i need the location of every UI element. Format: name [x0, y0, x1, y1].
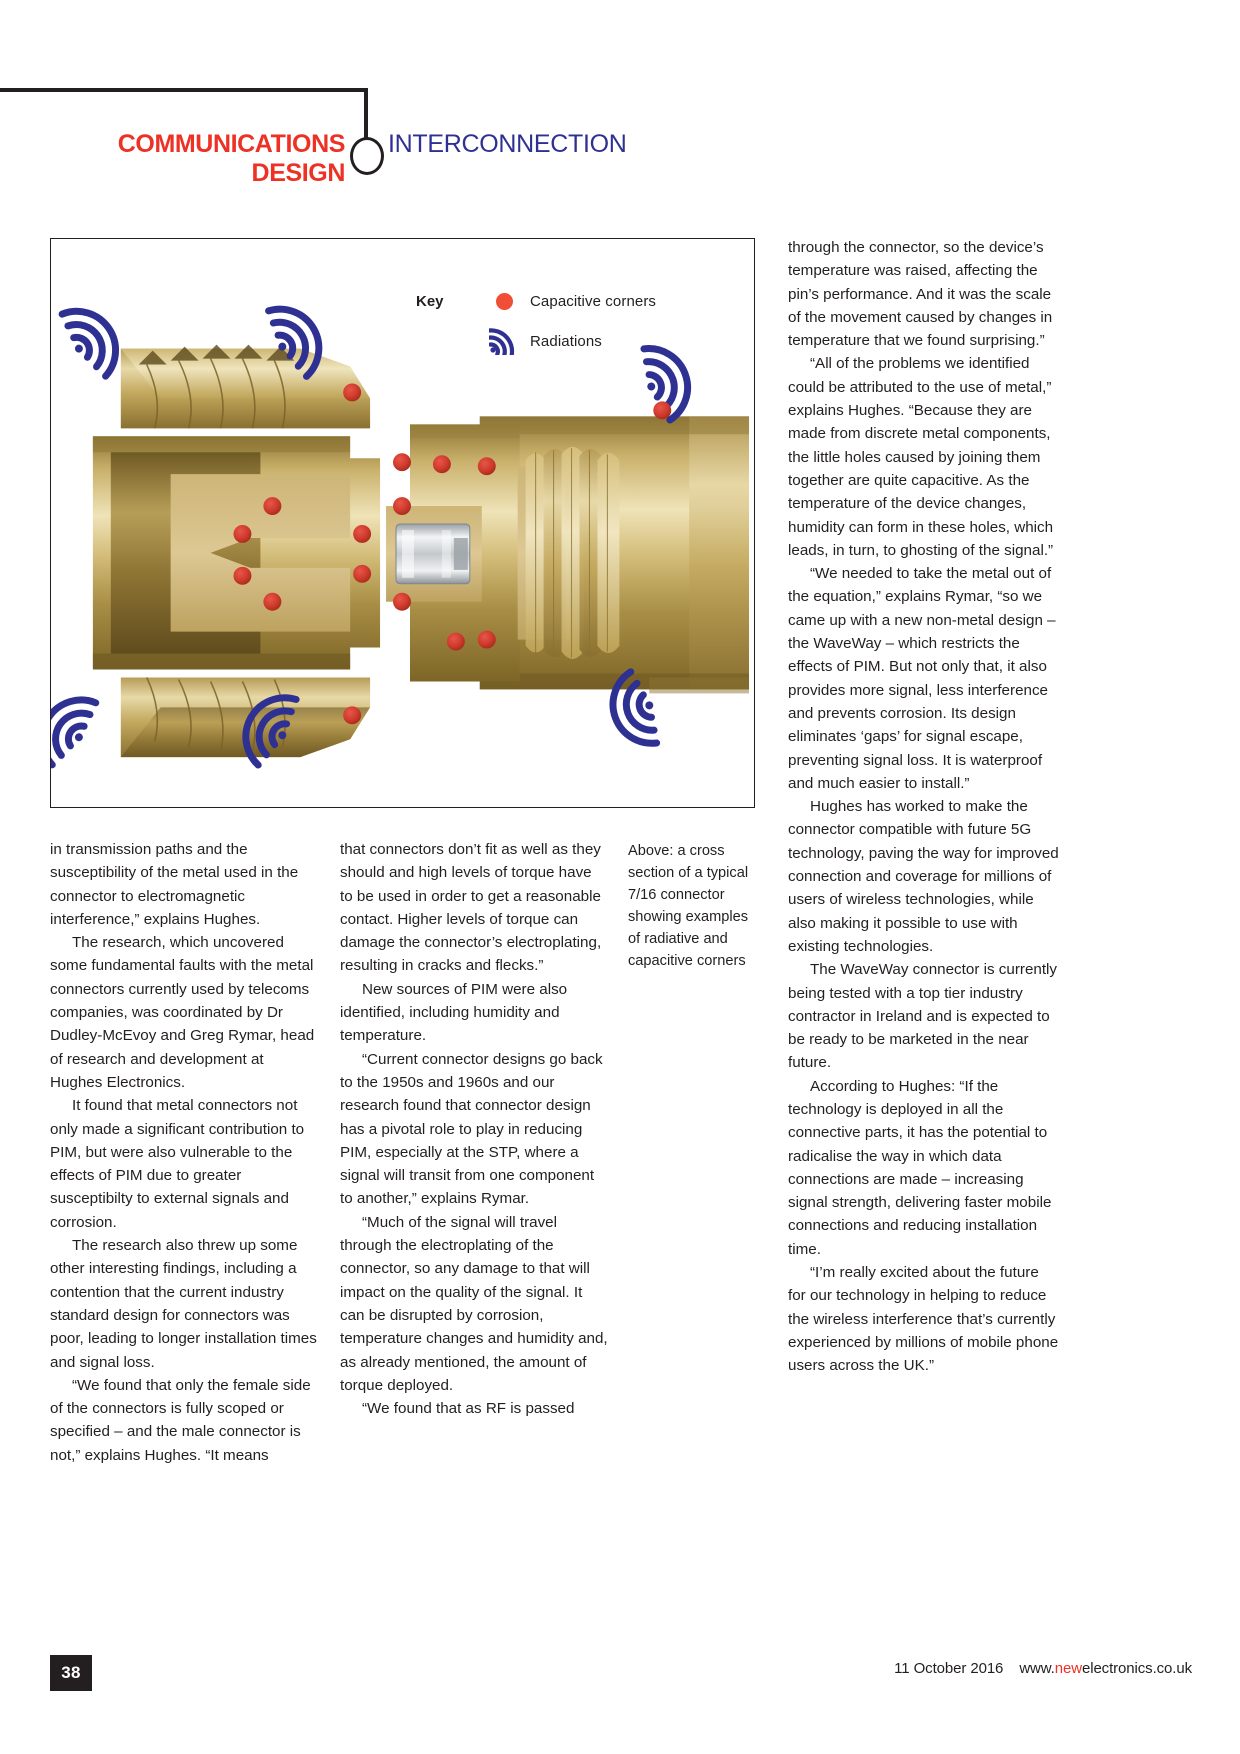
connector-left-flange [93, 436, 380, 669]
paragraph: that connectors don’t fit as well as they should and high levels of torque have to be used in order to get a reasonable contact. Higher levels of torque can damage the connector’s electroplating, resulting in cracks and flecks.” [340, 841, 602, 975]
paragraph: According to Hughes: “If the technology is deployed in all the connective parts, it has the potential to radicalise the way in which data connections are made – increasing signal strength, delivering faster mobile connections and reducing installation time. [788, 1077, 1052, 1258]
footer-meta [894, 1660, 1192, 1677]
legend-row-capacitive [416, 281, 716, 321]
article-column-right [788, 236, 1060, 1378]
legend-label-capacitive: Capacitive corners [530, 292, 657, 310]
article-column-middle [340, 838, 608, 1420]
figure-legend [416, 281, 716, 361]
figure-caption [628, 840, 756, 972]
paragraph: “I’m really excited about the future for our technology in helping to reduce the wireless interference that’s currently experienced by millions of mobile phone users across the UK.” [788, 1264, 1059, 1375]
url-suffix: electronics.co.uk [1081, 1660, 1192, 1677]
brand-line-2: DESIGN [251, 159, 345, 187]
radiation-waves-icon [478, 327, 530, 355]
website-url[interactable] [1019, 1660, 1192, 1677]
issue-date: 11 October 2016 [894, 1660, 1004, 1677]
section-label: INTERCONNECTION [388, 130, 627, 158]
paragraph: New sources of PIM were also identified, including humidity and temperature. [340, 980, 568, 1045]
legend-title: Key [416, 292, 444, 310]
paragraph: “All of the problems we identified could be attributed to the use of metal,” explains Hughes. “Because they are made from discrete metal components, the little holes caused by joining them together are quite capacitive. As the temperature of the device changes, humidity can form in these holes, which leads, in turn, to ghosting of the signal.” [788, 355, 1054, 559]
header-rule [0, 88, 368, 92]
paragraph: The research also threw up some other interesting findings, including a contention that the current industry standard design for connectors was poor, leading to longer installation times and signal loss. [50, 1237, 317, 1371]
legend-row-radiations [416, 321, 716, 361]
paragraph: “We needed to take the metal out of the equation,” explains Rymar, “so we came up with a new non-metal design – the WaveWay – which restricts the effects of PIM. But not only that, it also provides more signal, less interference and prevents corrosion. Its design eliminates ‘gaps’ for signal escape, preventing signal loss. It is waterproof and much easier to install.” [788, 565, 1056, 792]
url-prefix: www. [1019, 1660, 1055, 1677]
connector-top-cap [121, 345, 370, 429]
connector-figure [50, 238, 755, 808]
url-highlight: new [1054, 1660, 1082, 1677]
brand-title [0, 130, 345, 188]
paragraph: in transmission paths and the susceptibility of the metal used in the connector to electromagnetic interference,” explains Hughes. [50, 841, 299, 928]
caption-text: Above: a cross section of a typical 7/16 connector showing examples of radiative and capacitive corners [628, 843, 749, 969]
paragraph: “Current connector designs go back to the 1950s and 1960s and our research found that connector design has a pivotal role to play in reducing PIM, especially at the STP, where a signal will transit from one component to another,” explains Rymar. [340, 1050, 603, 1208]
article-column-left [50, 838, 318, 1467]
brand-line-1: COMMUNICATIONS [117, 130, 345, 158]
connector-center-pin [386, 506, 482, 602]
header-drop-line [364, 88, 368, 140]
capacitive-dot-icon [478, 293, 530, 310]
paragraph: through the connector, so the device’s temperature was raised, affecting the pin’s performance. And it was the scale of the movement caused by changes in temperature that we found surprising.” [788, 239, 1053, 350]
paragraph: Hughes has worked to make the connector compatible with future 5G technology, paving the way for improved connection and coverage for millions of users of wireless technologies, while also making it possible to use with existing technologies. [788, 798, 1059, 955]
paragraph: “We found that only the female side of the connectors is fully scoped or specified – and the male connector is not,” explains Hughes. “It means [50, 1376, 311, 1464]
legend-label-radiations: Radiations [530, 332, 602, 350]
paragraph: The research, which uncovered some fundamental faults with the metal connectors currently used by telecoms companies, was coordinated by Dr Dudley-McEvoy and Greg Rymar, head of research and development at Hughes Electronics. [50, 934, 315, 1091]
connector-bellows [518, 447, 620, 659]
header-circle-icon [350, 137, 384, 175]
paragraph: “We found that as RF is passed [362, 1400, 575, 1418]
paragraph: The WaveWay connector is currently being tested with a top tier industry contractor in Ireland and is expected to be ready to be marketed in the near future. [788, 961, 1058, 1072]
paragraph: “Much of the signal will travel through the electroplating of the connector, so any damage to that will impact on the quality of the signal. It can be disrupted by corrosion, temperature changes and humidity and, as already mentioned, the amount of torque deployed. [340, 1213, 608, 1394]
paragraph: It found that metal connectors not only made a significant contribution to PIM, but were also vulnerable to the effects of PIM due to greater susceptibilty to external signals and corrosion. [50, 1097, 305, 1231]
page-number-badge: 38 [50, 1655, 92, 1691]
